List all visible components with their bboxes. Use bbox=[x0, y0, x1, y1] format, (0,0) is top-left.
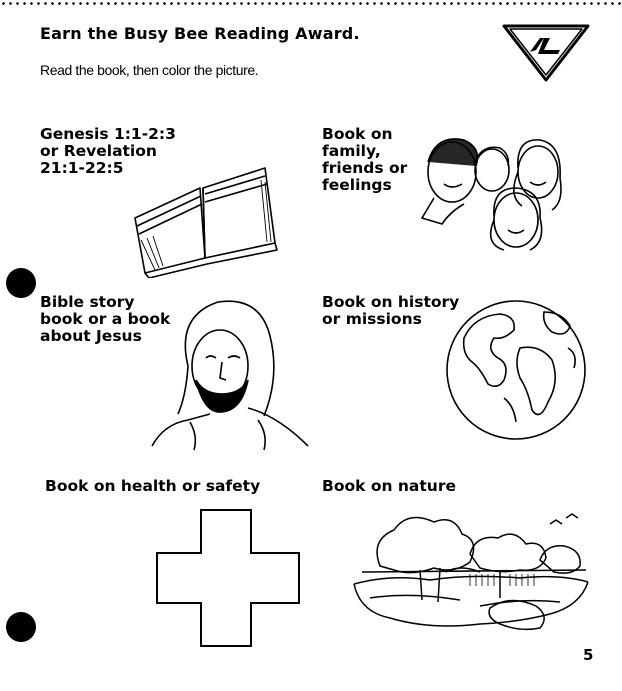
binder-hole bbox=[6, 612, 36, 642]
globe-icon bbox=[444, 298, 590, 443]
triangle-logo-icon bbox=[500, 20, 592, 84]
reading-item-label: Genesis 1:1-2:3 or Revelation 21:1-22:5 bbox=[40, 125, 176, 177]
page-number: 5 bbox=[583, 646, 594, 664]
reading-item-label: Bible story book or a book about Jesus bbox=[40, 293, 171, 345]
page-title: Earn the Busy Bee Reading Award. bbox=[40, 24, 360, 43]
reading-item-label: Book on family, friends or feelings bbox=[322, 125, 408, 194]
landscape-icon bbox=[350, 510, 592, 635]
instructions-text: Read the book, then color the picture. bbox=[40, 62, 259, 78]
reading-item-label: Book on nature bbox=[322, 477, 456, 495]
reading-item-label: Book on health or safety bbox=[45, 477, 261, 495]
reading-item-label: Book on history or missions bbox=[322, 293, 460, 328]
open-bible-icon bbox=[125, 158, 285, 278]
jesus-portrait-icon bbox=[148, 296, 313, 451]
cross-icon bbox=[155, 508, 301, 648]
top-dotted-divider bbox=[0, 2, 622, 5]
binder-hole bbox=[6, 268, 36, 298]
family-faces-icon bbox=[412, 132, 564, 257]
